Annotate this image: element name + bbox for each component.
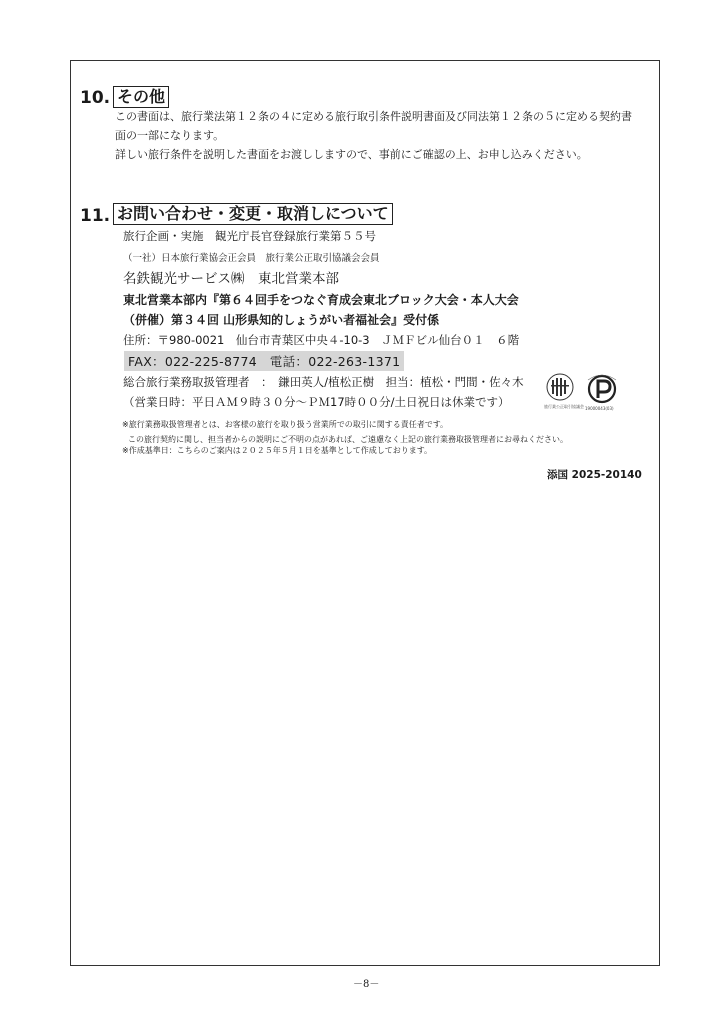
fair-trade-council-logo bbox=[544, 373, 584, 409]
note-3: ※作成基準日：こちらのご案内は２０２５年５月１日を基準として作成しております。 bbox=[122, 446, 433, 455]
page-number: －8－ bbox=[353, 979, 380, 990]
company-name: 名鉄観光サービス㈱ 東北営業本部 bbox=[123, 271, 339, 287]
event-line-1: 東北営業本部内『第６４回手をつなぐ育成会東北ブロック大会・本人大会 bbox=[123, 293, 519, 307]
section-10-title: その他 bbox=[113, 86, 169, 108]
fax-phone: FAX：022-225-8774 電話：022-263-1371 bbox=[124, 351, 404, 371]
privacy-mark-logo bbox=[584, 372, 620, 412]
section-10-line-2: 面の一部になります。 bbox=[115, 129, 225, 142]
section-10-line-3: 詳しい旅行条件を説明した書面をお渡ししますので、事前にご確認の上、お申し込みください。 bbox=[115, 148, 588, 161]
planning-registration: 旅行企画・実施 観光庁長官登録旅行業第５５号 bbox=[123, 229, 376, 243]
address: 住所：〒980-0021 仙台市青葉区中央４-10-3 ＪＭＦビル仙台０１ ６階 bbox=[123, 333, 520, 347]
logo2-caption: 19000043(03) bbox=[585, 406, 614, 411]
section-10-line-1: この書面は、旅行業法第１２条の４に定める旅行取引条件説明書面及び同法第１２条の５に定める契約書 bbox=[115, 110, 632, 123]
section-11-title: お問い合わせ・変更・取消しについて bbox=[113, 203, 393, 225]
business-hours: （営業日時：平日ＡＭ９時３０分～ＰＭ17時００分/土日祝日は休業です） bbox=[123, 395, 510, 409]
travel-manager: 総合旅行業務取扱管理者 ： 鎌田英人/植松正樹 担当：植松・門間・佐々木 bbox=[123, 375, 524, 389]
note-1: ※旅行業務取扱管理者とは、お客様の旅行を取り扱う営業所での取引に関する責任者です。 bbox=[122, 420, 449, 429]
reference-number: 添国 2025-20140 bbox=[547, 469, 642, 481]
note-2: この旅行契約に関し、担当者からの説明にご不明の点があれば、ご遠慮なく上記の旅行業務取扱管理者にお尋ねください。 bbox=[128, 435, 568, 444]
association-memberships: （一社）日本旅行業協会正会員 旅行業公正取引協議会会員 bbox=[123, 253, 380, 264]
event-line-2: （併催）第３４回 山形県知的しょうがい者福祉会』受付係 bbox=[123, 313, 440, 327]
page-frame bbox=[70, 60, 660, 966]
logo1-caption: 旅行業公正取引協議会 bbox=[544, 404, 584, 409]
section-10-number: 10. bbox=[80, 88, 111, 108]
section-11-number: 11. bbox=[80, 206, 111, 226]
